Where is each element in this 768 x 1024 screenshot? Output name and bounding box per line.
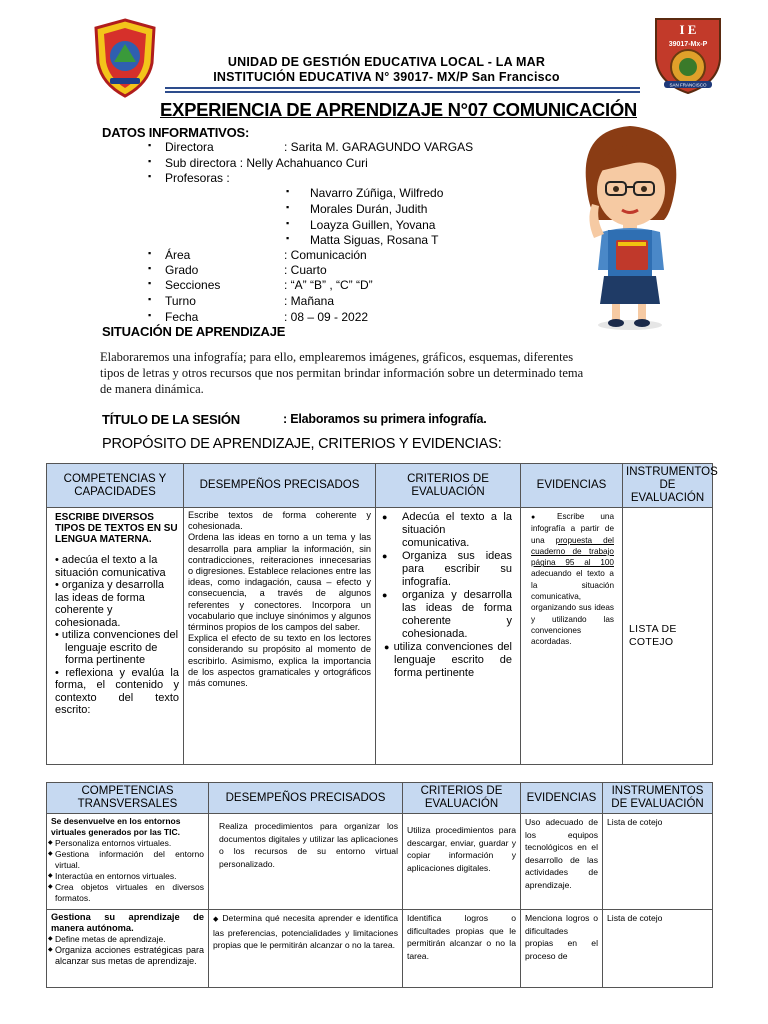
situacion-heading: SITUACIÓN DE APRENDIZAJE xyxy=(102,324,286,339)
competencias-table xyxy=(46,463,718,765)
evidencia-cell: Menciona logros o dificultades propias en el proceso de xyxy=(521,910,603,988)
bullet-icon: ● xyxy=(382,512,388,522)
desempeno-cell: Realiza procedimientos para organizar los documentos digitales y utilizar las aplicaciones o los recursos de su entorno virtual personalizado. xyxy=(209,814,403,910)
capacidad-item: • organiza y desarrolla las ideas de forma coherente y cohesionada. xyxy=(55,579,165,629)
capacidad-item: ◆ Organiza acciones estratégicas para alcanzar sus metas de aprendizaje. xyxy=(48,945,204,966)
table-header-row xyxy=(47,464,713,508)
header-rule-top xyxy=(165,87,640,89)
bullet-icon: ▪ xyxy=(286,186,290,196)
info-label: Área xyxy=(165,248,191,262)
desempeno-cell: ◆ Determina qué necesita aprender e identifica las preferencias, potencialidades y limitaciones propias que le permitirán alcanzar o no la tarea. xyxy=(209,910,403,988)
header-evidencias: EVIDENCIAS xyxy=(521,464,623,508)
info-value: : Sarita M. GARAGUNDO VARGAS xyxy=(284,140,474,154)
bullet-icon: ◆ xyxy=(48,936,53,942)
header-desempenos: DESEMPEÑOS PRECISADOS xyxy=(209,783,403,814)
criterio-item: ● Organiza sus ideas para escribir su infografía. xyxy=(382,550,512,588)
header-desempenos: DESEMPEÑOS PRECISADOS xyxy=(184,464,376,508)
capacidad-item: ◆ Crea objetos virtuales en diversos formatos. xyxy=(48,882,204,903)
competencia-cell xyxy=(47,910,209,988)
situacion-text: Elaboraremos una infografía; para ello, emplearemos imágenes, gráficos, esquemas, diferentes tipos de letras y otros recursos que nos permitan brindar información sobre un determinado tema de manera dinámica. xyxy=(100,350,584,396)
instrumento-cell: LISTA DE COTEJO xyxy=(623,508,713,765)
competencia-cell xyxy=(47,508,184,765)
header-instrumentos: INSTRUMENTOS DE EVALUACIÓN xyxy=(603,783,713,814)
evidencias-cell: ● Escribe una infografía a partir de una propuesta del cuaderno de trabajo página 95 al 100 adecuando el texto a la situación comunicativa, organizando sus ideas y utilizando las convenciones acordadas. xyxy=(521,508,623,765)
desempenos-cell xyxy=(184,508,376,765)
header-evidencias: EVIDENCIAS xyxy=(521,783,603,814)
table-header-row xyxy=(47,783,713,814)
proposito-heading: PROPÓSITO DE APRENDIZAJE, CRITERIOS Y EVIDENCIAS: xyxy=(102,436,502,452)
header-criterios: CRITERIOS DE EVALUACIÓN xyxy=(376,464,521,508)
bullet-icon: ◆ xyxy=(48,851,53,857)
datos-heading: DATOS INFORMATIVOS: xyxy=(102,125,250,140)
instrumento-cell: Lista de cotejo xyxy=(603,910,713,988)
info-value: : 08 – 09 - 2022 xyxy=(284,310,369,324)
bullet-icon: ▪ xyxy=(148,310,152,320)
criterio-item: ● utiliza convenciones del lenguaje escrito de forma pertinente xyxy=(384,641,512,679)
info-label: Sub directora : Nelly Achahuanco Curi xyxy=(165,156,368,170)
criterio-item: ● organiza y desarrolla las ideas de forma coherente y cohesionada. xyxy=(382,589,512,640)
bullet-icon: ● xyxy=(384,642,391,652)
bullet-icon: ● xyxy=(531,514,549,521)
competencia-title: ESCRIBE DIVERSOS TIPOS DE TEXTOS EN SU LENGUA MATERNA. xyxy=(55,512,178,545)
competencia-cell xyxy=(47,814,209,910)
bullet-icon: ▪ xyxy=(148,140,152,150)
capacidad-item: • adecúa el texto a la situación comunicativa xyxy=(55,554,166,579)
teacher-illustration xyxy=(572,120,692,335)
capacidad-item: • reflexiona y evalúa la forma, el contenido y contexto del texto escrito: xyxy=(55,666,179,716)
titulo-sesion-value: : Elaboramos su primera infografía. xyxy=(283,412,487,426)
bullet-icon: ▪ xyxy=(286,218,290,228)
bullet-icon: ● xyxy=(382,551,388,561)
emblem-ie-text: I E xyxy=(679,22,697,37)
info-label: Turno xyxy=(165,294,196,308)
table-row xyxy=(47,814,713,910)
desempeno-text: Escribe textos de forma coherente y cohesionada. xyxy=(188,510,371,532)
bullet-icon: ▪ xyxy=(148,248,152,258)
info-value: : Comunicación xyxy=(284,248,367,262)
bullet-icon: ◆ xyxy=(48,873,53,879)
info-label: Directora xyxy=(165,140,214,154)
header-line-ugel: UNIDAD DE GESTIÓN EDUCATIVA LOCAL - LA MAR xyxy=(227,55,546,69)
header-instrumentos: INSTRUMENTOS DE EVALUACIÓN xyxy=(623,464,713,508)
info-label: Grado xyxy=(165,263,199,277)
info-value: : Mañana xyxy=(284,294,335,308)
criterio-cell: Utiliza procedimientos para descargar, enviar, guardar y copiar información y aplicaciones digitales. xyxy=(403,814,521,910)
criterio-cell: Identifica logros o dificultades propias que le permitirán alcanzar o no la tarea. xyxy=(403,910,521,988)
info-value: : “A” “B” , “C” “D” xyxy=(284,278,373,292)
bullet-icon: ◆ xyxy=(213,916,220,923)
competencia-title: Gestiona su aprendizaje de manera autónoma. xyxy=(51,912,204,933)
desempeno-text: Ordena las ideas en torno a un tema y las desarrolla para ampliar la información, sin contradicciones, reiteraciones innecesarias o digresiones. Establece relaciones entre las ideas, como indagación, causa – efecto y consecuencia, a través de algunos referentes y conectores. Incorpora un vocabulario que incluye sinónimos y algunos términos propios de los campos del saber. xyxy=(188,532,371,633)
capacidad-item: ◆ Define metas de aprendizaje. xyxy=(48,934,166,944)
capacidad-item: ◆ Gestiona información del entorno virtual. xyxy=(48,849,204,870)
table-row xyxy=(47,508,713,765)
bullet-icon: ◆ xyxy=(48,840,53,846)
bullet-icon: ▪ xyxy=(286,202,290,212)
bullet-icon: ▪ xyxy=(148,263,152,273)
header-criterios: CRITERIOS DE EVALUACIÓN xyxy=(403,783,521,814)
header-competencias: COMPETENCIAS Y CAPACIDADES xyxy=(47,464,184,508)
header-line-institution: INSTITUCIÓN EDUCATIVA N° 39017- MX/P San Francisco xyxy=(213,70,560,84)
header-competencias-transversales: COMPETENCIAS TRANSVERSALES xyxy=(47,783,209,814)
info-value: : Cuarto xyxy=(284,263,327,277)
emblem-motto-text: SAN FRANCISCO xyxy=(669,82,707,88)
criterio-item: ● Adecúa el texto a la situación comunicativa. xyxy=(382,511,512,549)
bullet-icon: ▪ xyxy=(286,233,290,243)
info-label: Secciones xyxy=(165,278,221,292)
desempeno-text: Explica el efecto de su texto en los lectores considerando su propósito al momento de escribirlo. Asimismo, explica la importancia de los aspectos gramaticales y ortográficos más comunes. xyxy=(188,633,371,689)
titulo-sesion-label: TÍTULO DE LA SESIÓN xyxy=(102,412,241,427)
emblem-code-text: 39017-Mx-P xyxy=(668,41,708,48)
table-row xyxy=(47,910,713,988)
capacidad-item: ◆ Personaliza entornos virtuales. xyxy=(48,838,172,848)
info-label: Fecha xyxy=(165,310,199,324)
bullet-icon: ▪ xyxy=(148,156,152,166)
capacidad-item: • utiliza convenciones del lenguaje escrito de forma pertinente xyxy=(55,629,179,666)
competencias-transversales-table xyxy=(46,782,713,988)
instrumento-cell: Lista de cotejo xyxy=(603,814,713,910)
criterios-cell xyxy=(376,508,521,765)
info-label: Profesoras : xyxy=(165,171,230,185)
bullet-icon: ◆ xyxy=(48,947,53,953)
bullet-icon: ▪ xyxy=(148,294,152,304)
capacidad-item: ◆ Interactúa en entornos virtuales. xyxy=(48,871,177,881)
bullet-icon: ▪ xyxy=(148,171,152,181)
header-rule-bottom xyxy=(165,91,640,93)
page-title: EXPERIENCIA DE APRENDIZAJE N°07 COMUNICACIÓN xyxy=(160,99,637,120)
cuaderno-reference: propuesta del cuaderno de trabajo página 95 al 100 xyxy=(531,535,614,568)
bullet-icon: ◆ xyxy=(48,884,53,890)
competencia-title: Se desenvuelve en los entornos virtuales generados por las TIC. xyxy=(51,816,181,837)
evidencia-cell: Uso adecuado de los equipos tecnológicos en el desarrollo de las actividades de aprendizaje. xyxy=(521,814,603,910)
bullet-icon: ● xyxy=(382,590,388,600)
bullet-icon: ▪ xyxy=(148,278,152,288)
